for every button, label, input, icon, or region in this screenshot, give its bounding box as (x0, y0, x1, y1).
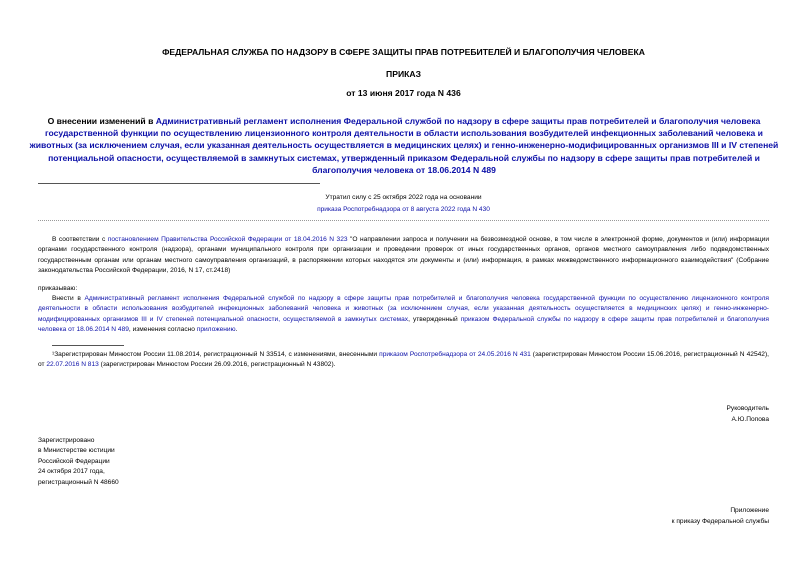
status-separator (38, 220, 769, 221)
order-text-3: , изменения согласно (128, 326, 197, 334)
footnote-text-1: Зарегистрирован Минюстом России 11.08.2014, регистрационный N 33514, с изменениями, внесенными (54, 351, 380, 358)
order-paragraph (38, 294, 769, 336)
preamble-text-1: В соответствии с (52, 236, 108, 243)
footnote-paragraph (38, 350, 769, 371)
doc-type-heading: ПРИКАЗ (386, 69, 421, 79)
footnote-date-link[interactable]: 22.07.2016 N 813 (46, 361, 99, 369)
registration-line-5: регистрационный N 48660 (38, 478, 119, 486)
registration-line-1: Зарегистрировано (38, 437, 95, 444)
title-prefix: О внесении изменений в (47, 116, 156, 126)
preamble-text-2: "О направлении запроса и получении на безвозмездной основе, в том числе в электронной форме, документов и (или) информации органами государственного контроля (надзора), органами муниципального контроля при организации и проведении проверок от иных государственных органов, органов местного самоуправления либо подведомственных государственным органам или органам местного самоуправления организаций, в распоряжении которых находятся эти документы и (или) информация, в рамках межведомственного информационного взаимодействия" (Собрание законодательства Российской Федерации, 2016, N 17, ст.2418) (38, 236, 770, 275)
order-text-1: Внести в (52, 295, 85, 302)
preamble-paragraph (38, 235, 769, 277)
order-appendix-link[interactable]: приложению (196, 326, 236, 334)
registration-line-3: Российской Федерации (38, 457, 110, 465)
registration-line-2: в Министерстве юстиции (38, 447, 115, 455)
status-line: Утратил силу с 25 октября 2022 года на основании (325, 194, 482, 201)
agency-heading: ФЕДЕРАЛЬНАЯ СЛУЖБА ПО НАДЗОРУ В СФЕРЕ ЗАЩИТЫ ПРАВ ПОТРЕБИТЕЛЕЙ И БЛАГОПОЛУЧИЯ ЧЕЛОВЕКА (162, 47, 645, 57)
order-text-2: , утвержденный (408, 315, 461, 323)
footnote-mark: ¹ (52, 351, 55, 358)
footnote-text-2: (зарегистрирован Минюстом России 15.06.2016, регистрационный N 42542), от (38, 351, 769, 369)
appendix-line-2: к приказу Федеральной службы (671, 518, 769, 525)
status-link[interactable]: приказа Роспотребнадзора от 8 августа 2022 года N 430 (317, 206, 490, 213)
order-word: приказываю: (38, 285, 78, 292)
preamble-decree-link[interactable]: постановлением Правительства Российской Федерации от 18.04.2016 N 323 (107, 236, 348, 243)
registration-block (38, 436, 119, 488)
footnote-order-link[interactable]: приказом Роспотребнадзора от 24.05.2016 N 431 (379, 351, 531, 358)
order-prikaz-link[interactable]: приказом Федеральной службы по надзору в сфере защиты прав потребителей и благополучия человека от 18.06.2014 N 489 (38, 315, 769, 334)
order-text-4: . (235, 326, 238, 334)
appendix-line-1: Приложение (730, 507, 769, 514)
document-title (28, 115, 780, 176)
footnote-separator (52, 345, 124, 346)
title-separator (38, 183, 320, 184)
date-number-heading: от 13 июня 2017 года N 436 (346, 88, 461, 98)
order-regulation-link[interactable]: Административный регламент исполнения Федеральной службой по надзору в сфере защиты прав потребителей и благополучия человека государственной функции по осуществлению лицензионного контроля деятельности в области использования возбудителей инфекционных заболеваний человека и животных (за исключением случая, если указанная деятельность осуществляется в медицинских целях) и генно-инженерно-модифицированных организмов III и IV степеней потенциальной опасности, осуществляемой в замкнутых системах (38, 295, 770, 323)
footnote-text-3: (зарегистрирован Минюстом России 26.09.2016, регистрационный N 43802). (98, 361, 336, 369)
signature-position: Руководитель (726, 405, 769, 412)
title-regulation-link[interactable]: Административный регламент исполнения Федеральной службой по надзору в сфере защиты прав потребителей и благополучия человека государственной функции по осуществлению лицензионного контроля деятельности в области использования возбудителей инфекционных заболеваний человека и животных (за исключением случая, если указанная деятельность осуществляется в медицинских целях) и генно-инженерно-модифицированных организмов III и IV степеней потенциальной опасности, осуществляемой в замкнутых системах, утвержденный приказом Федеральной службы по надзору в сфере защиты прав потребителей и благополучия человека от 18.06.2014 N 489 (29, 116, 779, 175)
registration-line-4: 24 октября 2017 года, (38, 468, 105, 476)
signature-name: А.Ю.Попова (731, 416, 769, 423)
